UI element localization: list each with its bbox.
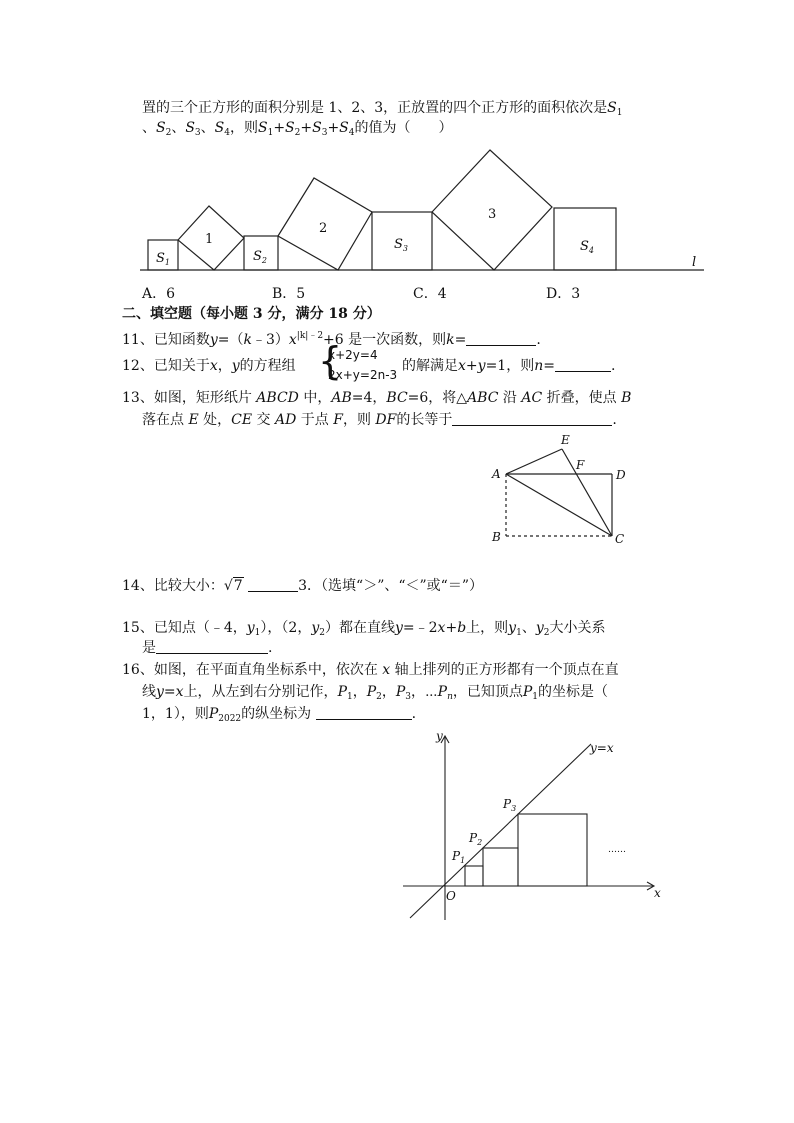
label-a: A	[492, 467, 501, 481]
section-title: 二、填空题（每小题 3 分，满分 18 分）	[122, 306, 381, 322]
q16-line1: 16、如图，在平面直角坐标系中，依次在 x 轴上排列的正方形都有一个顶点在直	[122, 662, 619, 678]
option-c[interactable]: C．4	[413, 286, 447, 302]
q14: 14、比较大小：√7 3．（选填“＞”、“＜”或“＝”）	[122, 578, 483, 594]
label-s2: $S_2$	[253, 249, 267, 265]
q12-tail: 的解满足x+y=1，则n= .	[402, 358, 616, 374]
label-s3: $S_3$	[394, 237, 408, 253]
p3-label: $P_3$	[503, 797, 517, 813]
option-a[interactable]: A．6	[142, 286, 176, 302]
label-l: l	[692, 255, 697, 270]
q13-line1: 13、如图，矩形纸片 ABCD 中，AB=4，BC=6，将△ABC 沿 AC 折叠，使点 B	[122, 390, 632, 406]
option-d[interactable]: D．3	[546, 286, 581, 302]
label-b: B	[492, 530, 501, 544]
q11: 11、已知函数$y=(k﹣3)x^{|k|﹣2}+6$ 是一次函数，则k= .	[122, 331, 541, 348]
system-brace: {	[318, 339, 343, 383]
option-b[interactable]: B．5	[272, 286, 306, 302]
label-e: E	[561, 433, 570, 447]
q12-eq2: 2x+y=2n-3	[328, 368, 398, 382]
p2-label: $P_2$	[469, 831, 483, 847]
q15-line1: 15、已知点（﹣4，$y_1$），（2，$y_2$）都在直线y=﹣2x+b上，则$y_1$、$y_2$大小关系	[122, 620, 606, 638]
line-y-equals-x	[410, 744, 591, 918]
label-d: D	[616, 468, 626, 482]
label-2: 2	[319, 221, 328, 236]
y-axis-label: y	[436, 729, 443, 743]
label-3: 3	[488, 207, 497, 222]
p1-label: $P_1$	[452, 849, 466, 865]
q16-line2: 线y=x上，从左到右分别记作，$P_1$，$P_2$，$P_3$，$\cdots P_n$，已知顶点$P_1$的坐标是（	[142, 684, 609, 702]
q13-line2: 落在点 E 处，CE 交 AD 于点 F，则 DF的长等于 .	[142, 412, 617, 428]
q16-line3: 1，1），则$P_{2022}$的纵坐标为 .	[142, 706, 417, 724]
q10-line1: 置的三个正方形的面积分别是 1、2、3，正放置的四个正方形的面积依次是$S_1$	[142, 100, 623, 118]
q10-line2: 、$S_2$、$S_3$、$S_4$，则$S_1+S_2+S_3+S_4$的值为（ ）	[142, 120, 453, 138]
ellipsis: ……	[608, 845, 626, 855]
x-axis-label: x	[654, 886, 661, 900]
q12-eq1: x+2y=4	[328, 348, 378, 362]
line-label: y=x	[590, 741, 614, 755]
label-s4: $S_4$	[580, 239, 594, 255]
q15-line2: 是 .	[142, 640, 273, 656]
label-f: F	[576, 458, 585, 472]
label-s1: $S_1$	[156, 251, 170, 267]
label-1: 1	[205, 232, 214, 247]
q12: 12、已知关于x，y的方程组	[122, 358, 296, 374]
label-c: C	[615, 532, 625, 546]
square-p1	[465, 866, 483, 886]
square-p2	[483, 848, 518, 886]
origin-label: O	[446, 889, 456, 903]
square-p3	[518, 814, 587, 886]
sqrt-sign: √	[223, 578, 233, 594]
